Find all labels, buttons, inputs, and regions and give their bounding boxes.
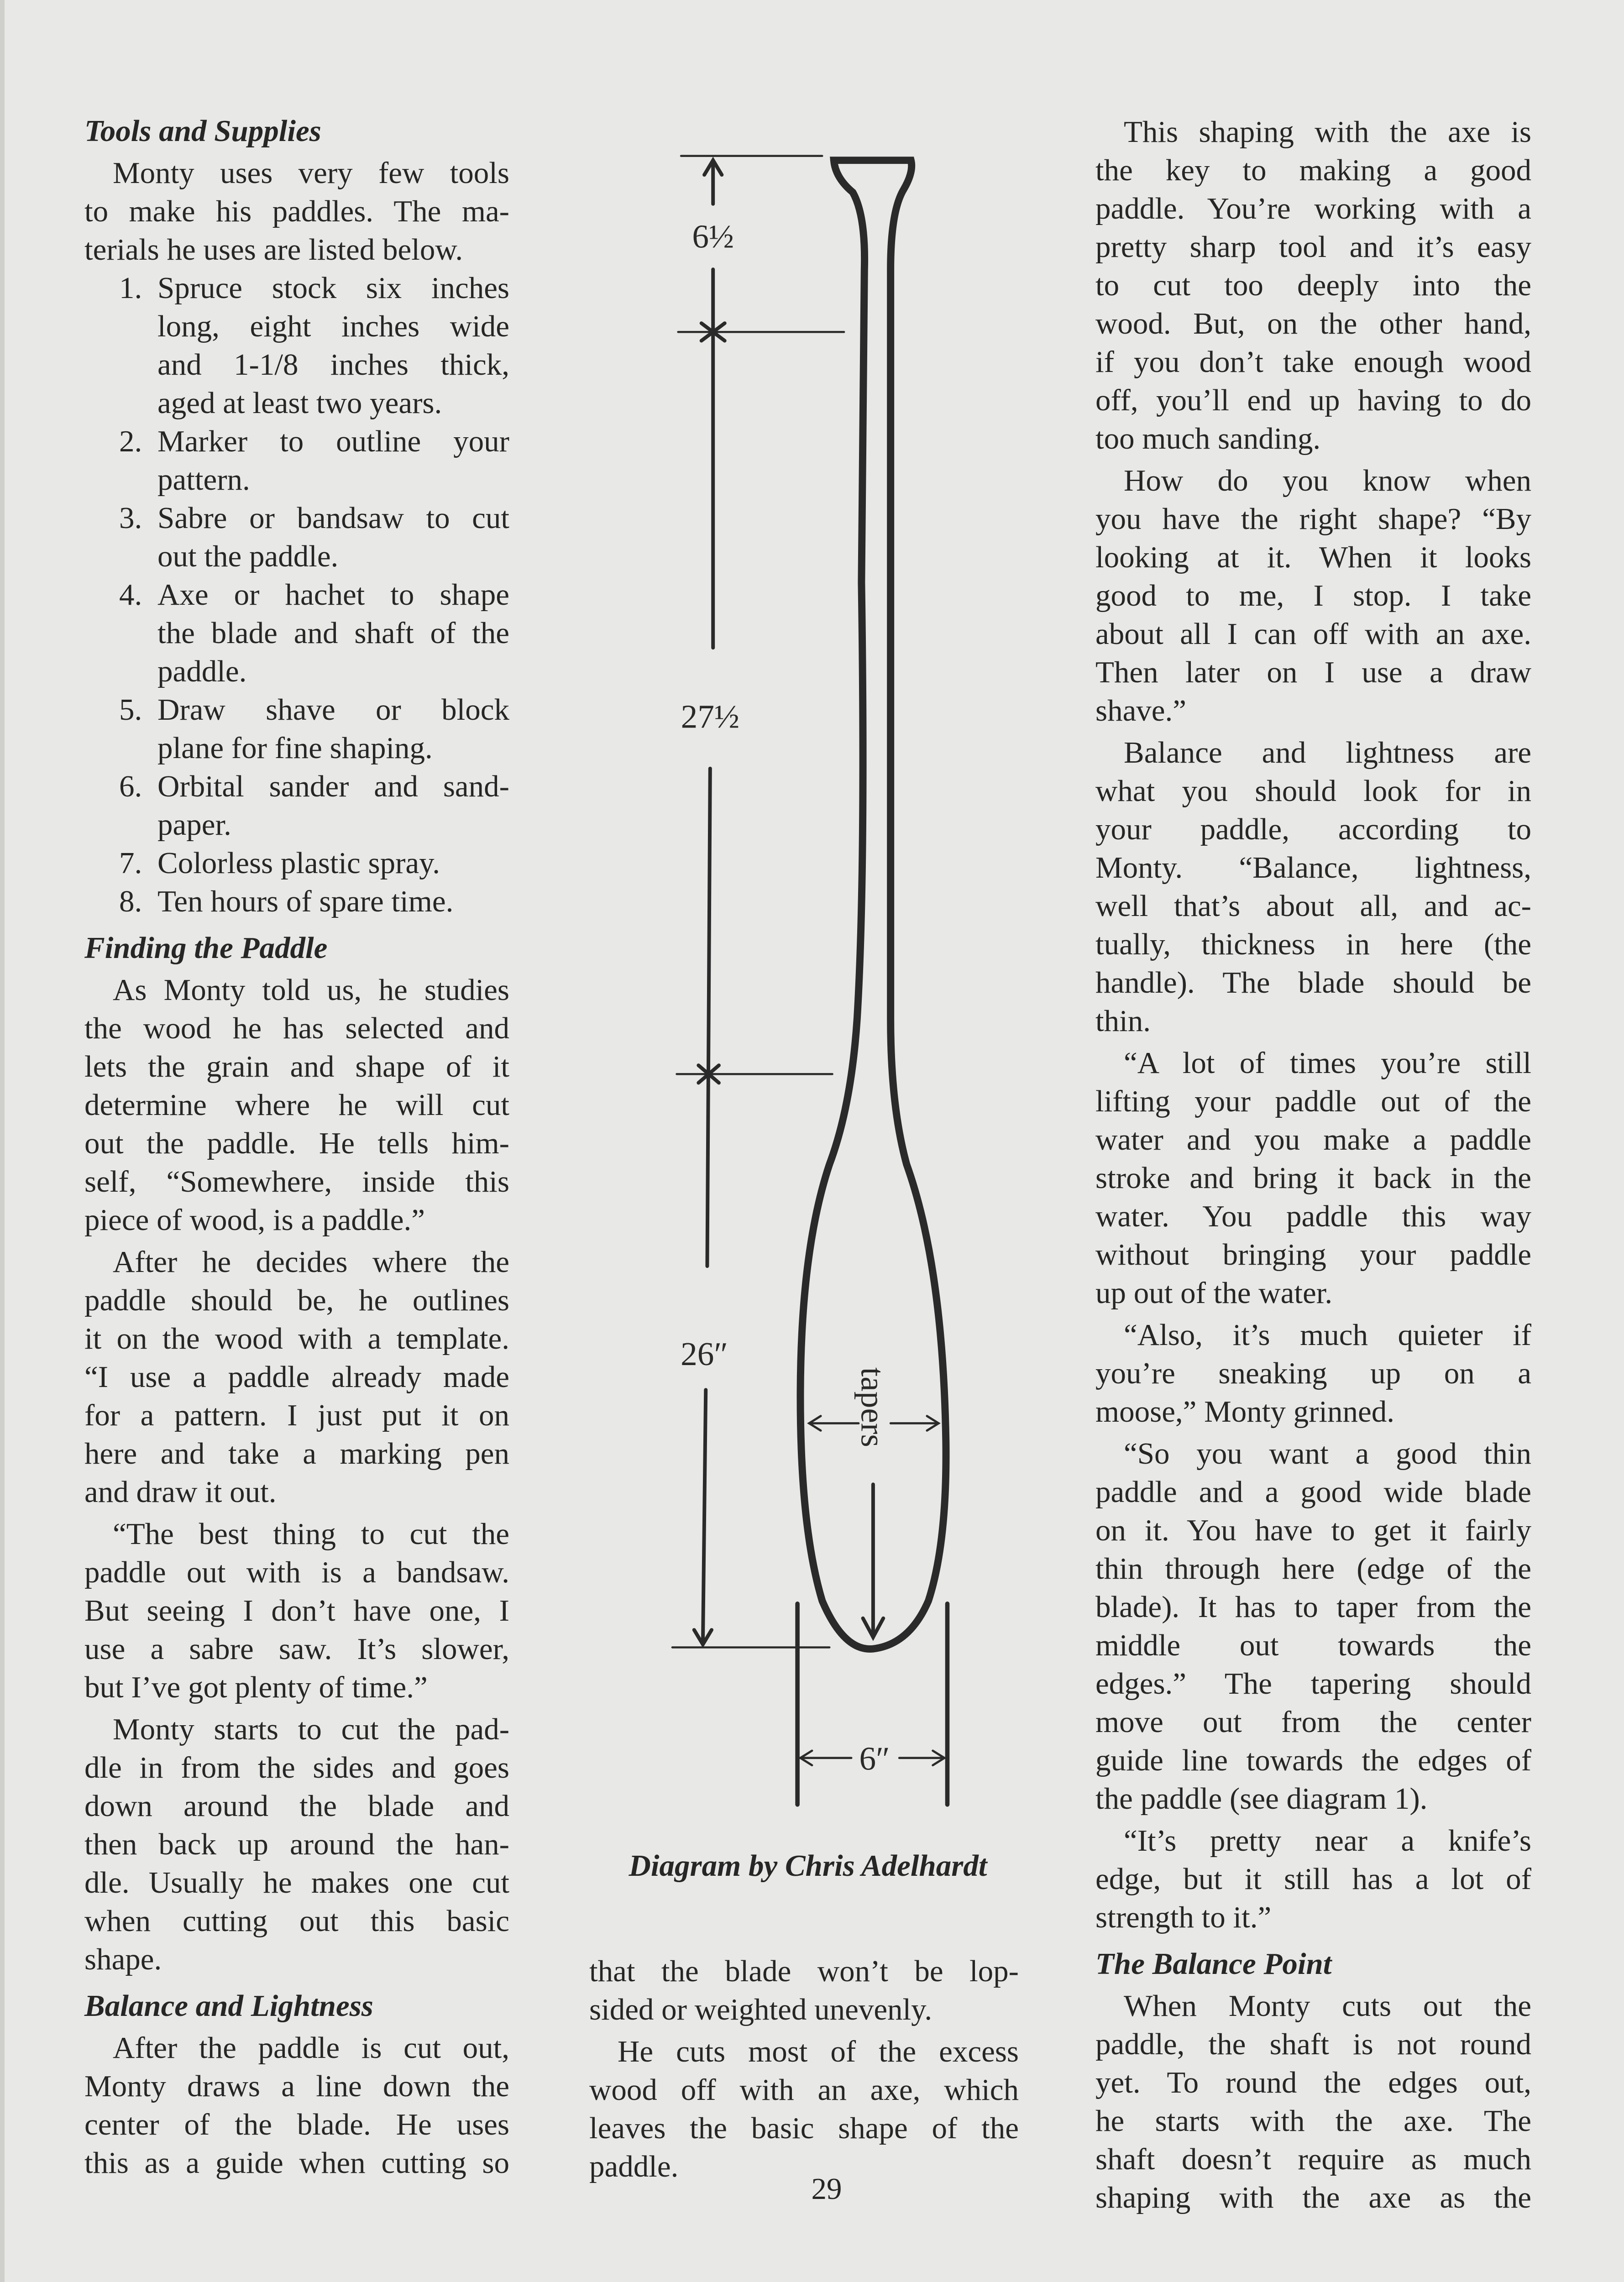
line-text: and 1-1/8 inches thick,: [157, 348, 509, 382]
line-text: Orbital sander and sand-: [157, 769, 509, 803]
line-text: Monty starts to cut the pad-: [113, 1712, 509, 1746]
line-text: After the paddle is cut out,: [113, 2031, 509, 2065]
line-text: pretty sharp tool and it’s easy: [1095, 230, 1531, 264]
line-text: shave.”: [1095, 694, 1187, 728]
handle-length-label: 6½: [692, 218, 734, 255]
line-text: your paddle, according to: [1095, 812, 1531, 846]
line-text: “The best thing to cut the: [113, 1517, 509, 1551]
line-text: move out from the center: [1095, 1705, 1531, 1739]
line-text: thin through here (edge of the: [1095, 1552, 1531, 1586]
diagram-caption: Diagram by Chris Adelhardt: [629, 1849, 987, 1883]
line-text: strength to it.”: [1095, 1900, 1272, 1934]
line-text: blade). It has to taper from the: [1095, 1590, 1531, 1624]
line-text: handle). The blade should be: [1095, 966, 1531, 1000]
tapers-label: tapers: [854, 1367, 891, 1447]
line-text: thin.: [1095, 1004, 1151, 1038]
line-text: wood off with an axe, which: [589, 2073, 1019, 2107]
line-text: dle in from the sides and goes: [84, 1751, 509, 1785]
line-text: After he decides where the: [113, 1245, 509, 1279]
blade-width-label: 6″: [859, 1740, 890, 1777]
line-text: the key to making a good: [1095, 153, 1531, 187]
line-text: How do you know when: [1124, 464, 1531, 497]
line-text: Ten hours of spare time.: [157, 885, 454, 918]
line-text: lifting your paddle out of the: [1095, 1084, 1531, 1118]
line-text: water. You paddle this way: [1095, 1199, 1531, 1233]
line-text: he starts with the axe. The: [1095, 2104, 1531, 2138]
line-text: for a pattern. I just put it on: [84, 1398, 509, 1432]
line-text: you’re sneaking up on a: [1095, 1356, 1531, 1390]
line-text: Colorless plastic spray.: [157, 846, 440, 880]
line-text: water and you make a paddle: [1095, 1123, 1531, 1157]
line-text: down around the blade and: [84, 1789, 509, 1823]
line-text: He cuts most of the excess: [618, 2035, 1019, 2068]
line-text: Finding the Paddle: [84, 931, 328, 965]
line-text: Tools and Supplies: [84, 114, 321, 148]
line-text: then back up around the han-: [84, 1827, 509, 1861]
line-text: “I use a paddle already made: [84, 1360, 509, 1394]
list-number: 3.: [119, 501, 142, 535]
line-text: guide line towards the edges of: [1095, 1743, 1531, 1777]
line-text: too much sanding.: [1095, 422, 1321, 455]
line-text: As Monty told us, he studies: [113, 973, 509, 1007]
shaft-length-label: 27½: [681, 698, 739, 735]
line-text: up out of the water.: [1095, 1276, 1333, 1310]
line-text: Balance and Lightness: [84, 1989, 373, 2023]
line-text: looking at it. When it looks: [1095, 540, 1531, 574]
line-text: lets the grain and shape of it: [84, 1050, 509, 1083]
line-text: This shaping with the axe is: [1124, 115, 1531, 149]
line-text: out the paddle.: [157, 539, 339, 573]
line-text: long, eight inches wide: [157, 309, 509, 343]
line-text: if you don’t take enough wood: [1095, 345, 1531, 379]
line-text: plane for fine shaping.: [157, 731, 433, 765]
line-text: but I’ve got plenty of time.”: [84, 1670, 428, 1704]
page-number: 29: [811, 2172, 842, 2206]
line-text: about all I can off with an axe.: [1095, 617, 1531, 651]
line-text: tually, thickness in here (the: [1095, 927, 1531, 961]
line-text: out the paddle. He tells him-: [84, 1126, 509, 1160]
line-text: Axe or hachet to shape: [157, 578, 509, 612]
line-text: Balance and lightness are: [1124, 736, 1531, 769]
line-text: good to me, I stop. I take: [1095, 579, 1531, 612]
line-text: when cutting out this basic: [84, 1904, 509, 1938]
line-text: paddle and a good wide blade: [1095, 1475, 1531, 1509]
line-text: piece of wood, is a paddle.”: [84, 1203, 425, 1237]
line-text: paddle, the shaft is not round: [1095, 2027, 1531, 2061]
line-text: without bringing your paddle: [1095, 1238, 1531, 1272]
list-number: 8.: [119, 885, 142, 918]
line-text: the blade and shaft of the: [157, 616, 509, 650]
line-text: stroke and bring it back in the: [1095, 1161, 1531, 1195]
line-text: paper.: [157, 808, 231, 842]
line-text: you have the right shape? “By: [1095, 502, 1531, 536]
line-text: moose,” Monty grinned.: [1095, 1395, 1395, 1429]
line-text: to make his paddles. The ma-: [84, 194, 509, 228]
line-text: paddle should be, he outlines: [84, 1283, 509, 1317]
line-text: terials he uses are listed below.: [84, 233, 463, 267]
line-text: The Balance Point: [1095, 1947, 1332, 1981]
line-text: Monty uses very few tools: [113, 156, 509, 190]
line-text: the wood he has selected and: [84, 1011, 509, 1045]
line-text: well that’s about all, and ac-: [1095, 889, 1531, 923]
taper-arrows: [809, 1416, 939, 1638]
line-text: this as a guide when cutting so: [84, 2146, 509, 2180]
list-number: 2.: [119, 424, 142, 458]
line-text: it on the wood with a template.: [84, 1322, 509, 1356]
line-text: aged at least two years.: [157, 386, 442, 420]
line-text: Sabre or bandsaw to cut: [157, 501, 509, 535]
line-text: sided or weighted unevenly.: [589, 1993, 932, 2026]
line-text: on it. You have to get it fairly: [1095, 1513, 1531, 1547]
list-number: 4.: [119, 578, 142, 612]
line-text: middle out towards the: [1095, 1628, 1531, 1662]
blade-length-label: 26″: [681, 1335, 728, 1372]
line-text: wood. But, on the other hand,: [1095, 307, 1531, 340]
line-text: “So you want a good thin: [1124, 1437, 1531, 1471]
line-text: pattern.: [157, 463, 250, 497]
line-text: edges.” The tapering should: [1095, 1667, 1531, 1701]
line-text: what you should look for in: [1095, 774, 1531, 808]
line-text: paddle.: [589, 2150, 679, 2183]
line-text: shaping with the axe as the: [1095, 2181, 1531, 2214]
line-text: shaft doesn’t require as much: [1095, 2142, 1531, 2176]
line-text: “A lot of times you’re still: [1124, 1046, 1531, 1080]
line-text: paddle.: [157, 654, 247, 688]
line-text: paddle. You’re working with a: [1095, 192, 1531, 225]
line-text: leaves the basic shape of the: [589, 2111, 1019, 2145]
line-text: “It’s pretty near a knife’s: [1124, 1824, 1531, 1858]
line-text: and draw it out.: [84, 1475, 277, 1509]
line-text: that the blade won’t be lop-: [589, 1954, 1019, 1988]
line-text: self, “Somewhere, inside this: [84, 1165, 509, 1199]
line-text: Marker to outline your: [157, 424, 509, 458]
line-text: off, you’ll end up having to do: [1095, 383, 1531, 417]
list-number: 6.: [119, 769, 142, 803]
vertical-measure-line: [694, 160, 725, 1644]
line-text: “Also, it’s much quieter if: [1124, 1318, 1531, 1352]
line-text: Spruce stock six inches: [157, 271, 509, 305]
line-text: to cut too deeply into the: [1095, 268, 1531, 302]
line-text: yet. To round the edges out,: [1095, 2066, 1531, 2099]
line-text: When Monty cuts out the: [1124, 1989, 1531, 2023]
line-text: But seeing I don’t have one, I: [84, 1594, 509, 1628]
line-text: edge, but it still has a lot of: [1095, 1862, 1531, 1896]
list-number: 1.: [119, 271, 142, 305]
line-text: shape.: [84, 1942, 162, 1976]
line-text: Then later on I use a draw: [1095, 655, 1531, 689]
line-text: use a sabre saw. It’s slower,: [84, 1632, 509, 1666]
line-text: here and take a marking pen: [84, 1437, 509, 1471]
line-text: paddle out with is a bandsaw.: [84, 1555, 509, 1589]
line-text: the paddle (see diagram 1).: [1095, 1782, 1428, 1816]
line-text: Draw shave or block: [157, 693, 509, 727]
line-text: center of the blade. He uses: [84, 2108, 509, 2141]
line-text: Monty draws a line down the: [84, 2069, 509, 2103]
line-text: Monty. “Balance, lightness,: [1095, 851, 1531, 885]
list-number: 7.: [119, 846, 142, 880]
list-number: 5.: [119, 693, 142, 727]
line-text: dle. Usually he makes one cut: [84, 1866, 509, 1900]
line-text: determine where he will cut: [84, 1088, 509, 1122]
